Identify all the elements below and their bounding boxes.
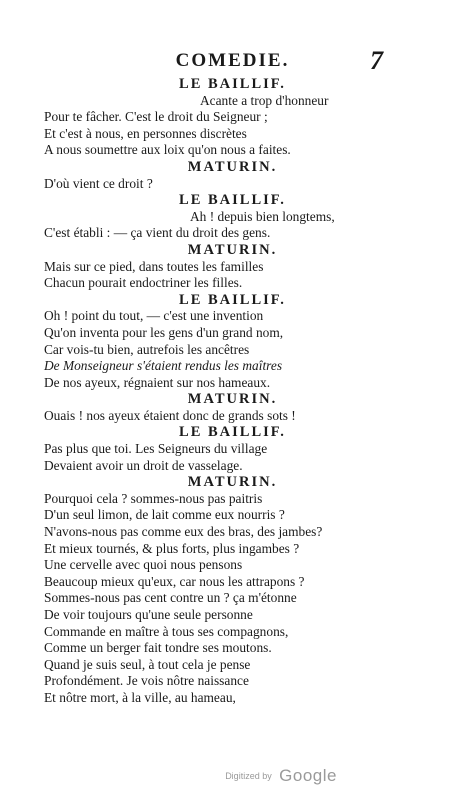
verse-line: Beaucoup mieux qu'eux, car nous les attrapons ? [44, 573, 305, 589]
speaker-name: MATURIN. [187, 241, 278, 258]
verse-line: Quand je suis seul, à tout cela je pense [44, 656, 251, 672]
speaker-name: LE BAILLIF. [179, 424, 286, 441]
verse-line: N'avons-nous pas comme eux des bras, des jambes? [44, 524, 323, 540]
verse-line: De Monseigneur s'étaient rendus les maîtres [44, 358, 283, 374]
digitized-watermark [225, 766, 337, 786]
verse-line: Devaient avoir un droit de vasselage. [44, 457, 243, 473]
verse-line: Ah ! depuis bien longtems, [190, 208, 335, 224]
verse-line: De nos ayeux, régnaient sur nos hameaux. [44, 374, 271, 390]
verse-line: D'un seul limon, de lait comme eux nourris ? [44, 507, 285, 523]
verse-line: D'où vient ce droit ? [44, 175, 153, 191]
verse-line: Et c'est à nous, en personnes discrètes [44, 125, 247, 141]
verse-line: Oh ! point du tout, — c'est une invention [44, 308, 264, 324]
verse-line: Comme un berger fait tondre ses moutons. [44, 640, 272, 656]
speaker-name: MATURIN. [187, 158, 278, 175]
page-number: 7 [370, 46, 383, 75]
speaker-name: MATURIN. [187, 391, 278, 408]
verse-line: Qu'on inventa pour les gens d'un grand nom, [44, 324, 284, 340]
verse-line: Pourquoi cela ? sommes-nous pas paitris [44, 490, 263, 506]
verse-line: Acante a trop d'honneur [200, 92, 329, 108]
verse-line: Chacun pourait endoctriner les filles. [44, 275, 243, 291]
speaker-name: LE BAILLIF. [179, 192, 286, 209]
verse-line: Ouais ! nos ayeux étaient donc de grands sots ! [44, 407, 296, 423]
verse-line: Et nôtre mort, à la ville, au hameau, [44, 689, 236, 705]
verse-line: Une cervelle avec quoi nous pensons [44, 557, 243, 573]
verse-line: Car vois-tu bien, autrefois les ancêtres [44, 341, 250, 357]
verse-line: Pas plus que toi. Les Seigneurs du village [44, 441, 268, 457]
verse-line: C'est établi : — ça vient du droit des gens. [44, 225, 271, 241]
google-logo: Google [279, 766, 337, 785]
speaker-name: LE BAILLIF. [179, 76, 286, 92]
verse-line: A nous soumettre aux loix qu'on nous a faites. [44, 142, 291, 158]
speaker-name: LE BAILLIF. [179, 291, 286, 308]
page-header [0, 46, 465, 76]
verse-line: Pour te fâcher. C'est le droit du Seigneur ; [44, 109, 268, 125]
speaker-name: MATURIN. [187, 474, 278, 491]
verse-line: Sommes-nous pas cent contre un ? ça m'étonne [44, 590, 297, 606]
verse-line: Commande en maître à tous ses compagnons, [44, 623, 289, 639]
running-head: COMEDIE. [175, 50, 290, 71]
verse-line: Mais sur ce pied, dans toutes les familles [44, 258, 264, 274]
verse-line: Profondément. Je vois nôtre naissance [44, 673, 249, 689]
verse-line: Et mieux tournés, & plus forts, plus ingambes ? [44, 540, 300, 556]
play-text [0, 76, 465, 707]
digitized-label: Digitized by [225, 771, 272, 781]
verse-line: De voir toujours qu'une seule personne [44, 607, 253, 622]
